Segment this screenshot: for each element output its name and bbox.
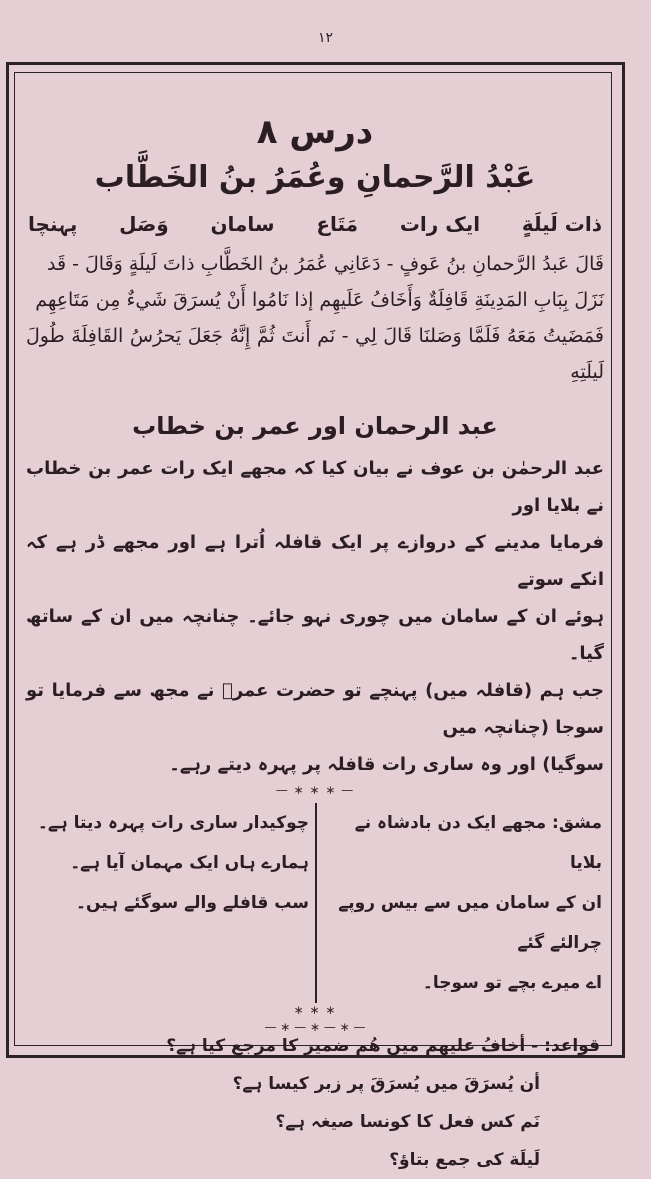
divider-ornament: ∗ ∗ ∗ — [293, 1003, 337, 1017]
exercise-sentence: سب قافلے والے سوگئے ہیں۔ — [76, 893, 309, 913]
grammar-question: نَم کس فعل کا کونسا صیغہ ہے؟ — [275, 1112, 540, 1132]
bottom-ornament: — ∗ — ∗ — ∗ — — [264, 1020, 366, 1034]
arabic-line: قَالَ عَبدُ الرَّحمانِ بنُ عَوفٍ - دَعَانِي عُمَرُ بنُ الخَطَّابِ ذاتَ لَيلَةٍ وَقَالَ - قَد — [46, 253, 604, 275]
arabic-line: نَزَلَ بِبَابِ المَدِينَةِ قَافِلَةٌ وَأَخَافُ عَلَيهِم إذا نَامُوا أَنْ يُسرَقَ شَيءٌ مِن مَتَاعِهِم — [35, 289, 604, 311]
vocabulary-row — [22, 208, 608, 240]
lesson-content — [22, 110, 608, 1179]
lesson-title: درس ۸ — [256, 112, 374, 152]
exercise-column-right — [315, 803, 608, 1003]
vocab-word: مَتَاع — [316, 212, 359, 236]
urdu-line: سوگیا) اور وہ ساری رات قافلہ پر پہرہ دیتے رہے۔ — [169, 754, 604, 775]
exercise-sentence: چوکیدار ساری رات پہرہ دیتا ہے۔ — [37, 813, 309, 833]
grammar-question: أن يُسرَقَ میں يُسرَقَ پر زبر کیسا ہے؟ — [232, 1074, 540, 1094]
urdu-line: عبد الرحمٰن بن عوف نے بیان کیا کہ مجھے ایک رات عمر بن خطاب نے بلایا اور — [26, 458, 604, 516]
exercise-sentence: مشق: مجھے ایک دن بادشاہ نے بلایا — [354, 813, 602, 873]
vocab-word: وَصَل — [119, 212, 169, 236]
vocab-meaning: پہنچا — [28, 212, 78, 236]
page-number: ۱۲ — [317, 30, 334, 46]
exercise-sentence: اے میرے بچے تو سوجا۔ — [422, 973, 602, 993]
exercise-section — [22, 803, 608, 1003]
arabic-passage — [22, 246, 608, 390]
grammar-questions — [22, 1027, 608, 1179]
vocab-meaning: سامان — [210, 212, 275, 236]
vocab-meaning: ایک رات — [399, 212, 481, 236]
grammar-question: لَيلَة کی جمع بتاؤ؟ — [389, 1150, 540, 1170]
divider-ornament: — ∗ ∗ ∗ — — [275, 783, 355, 797]
exercise-sentence: ہمارے ہاں ایک مہمان آیا ہے۔ — [70, 853, 309, 873]
exercise-sentence: ان کے سامان میں سے بیس روپے چرالئے گئے — [338, 893, 602, 953]
vocab-word: ذات لَيلَةٍ — [521, 212, 602, 236]
arabic-line: فَمَضَيتُ مَعَهُ فَلَمَّا وَصَلنَا قَالَ لِي - نَم أَنتَ ثُمَّ إِنَّهُ جَعَلَ يَحرُسُ القَافِلَةَ طُولَ لَيلَتِهِ — [26, 325, 604, 383]
arabic-title: عَبْدُ الرَّحمانِ وعُمَرُ بنُ الخَطَّاب — [94, 160, 536, 195]
urdu-translation — [22, 450, 608, 783]
grammar-question: قواعد: - أخافُ عليهم میں هُم ضمیر کا مرجع کیا ہے؟ — [166, 1036, 600, 1056]
urdu-line: ہوئے ان کے سامان میں چوری نہو جائے۔ چنانچہ میں ان کے ساتھ گیا۔ — [26, 606, 604, 664]
urdu-heading: عبد الرحمان اور عمر بن خطاب — [132, 412, 498, 440]
exercise-column-left — [22, 803, 315, 1003]
urdu-line: فرمایا مدینے کے دروازے پر ایک قافلہ اُترا ہے اور مجھے ڈر ہے کہ انکے سوتے — [26, 532, 604, 590]
urdu-line: جب ہم (قافلہ میں) پہنچے تو حضرت عمرؓ نے مجھ سے فرمایا تو سوجا (چنانچہ میں — [26, 680, 604, 738]
